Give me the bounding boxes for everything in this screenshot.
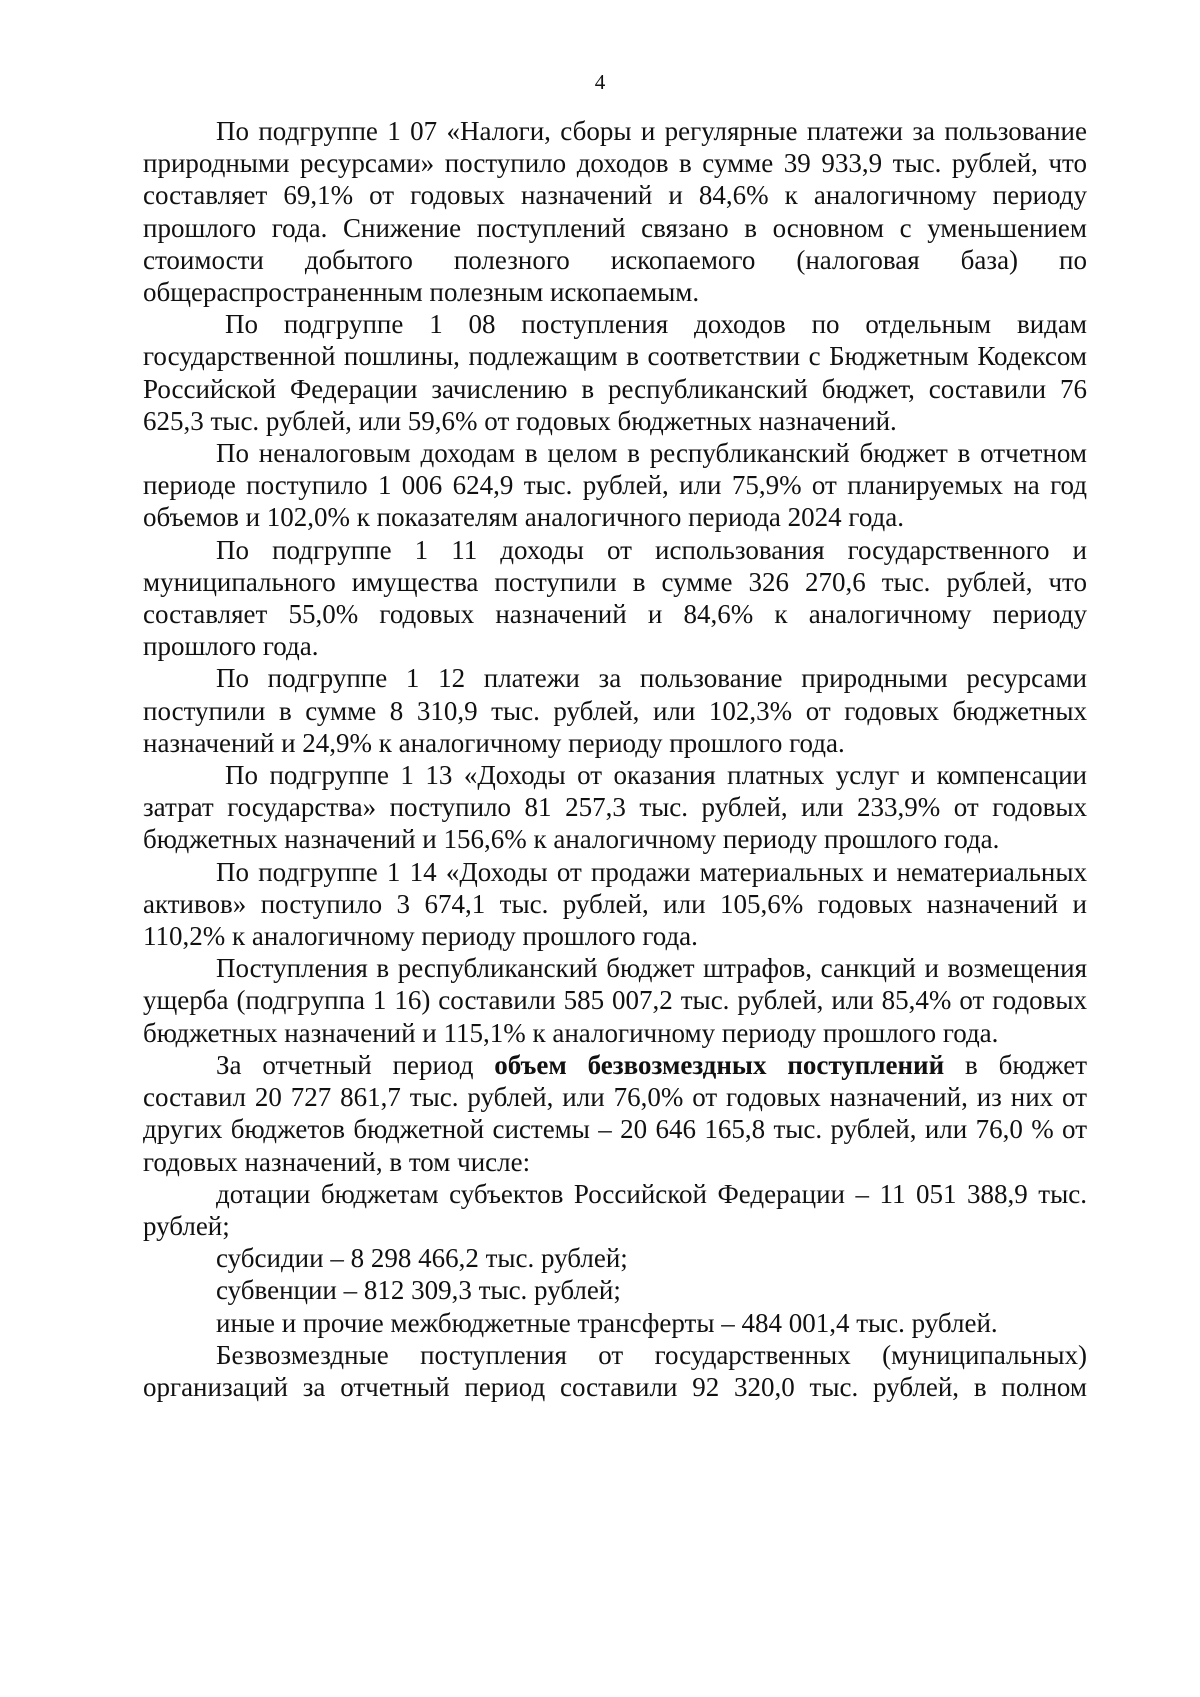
paragraph-fines: Поступления в республиканский бюджет штрафов, санкций и возмещения ущерба (подгруппа 1 16) составили 585 007,2 тыс. рублей, или 85,4% от годовых бюджетных назначений и 115,1% к аналогичному периоду прошлого года. <box>143 953 1087 1048</box>
list-item-subventions: субвенции – 812 309,3 тыс. рублей; <box>216 1275 621 1306</box>
paragraph-subgroup-112: По подгруппе 1 12 платежи за пользование природными ресурсами поступили в сумме 8 310,9 тыс. рублей, или 102,3% от годовых бюджетных назначений и 24,9% к аналогичному периоду прошлого года. <box>143 663 1087 758</box>
list-item-other-transfers: иные и прочие межбюджетные трансферты – 484 001,4 тыс. рублей. <box>216 1307 998 1338</box>
paragraph-state-organizations: Безвозмездные поступления от государственных (муниципальных) организаций за отчетный период составили 92 320,0 тыс. рублей, в полном <box>143 1339 1087 1402</box>
paragraph-subgroup-111: По подгруппе 1 11 доходы от использования государственного и муниципального имущества поступили в сумме 326 270,6 тыс. рублей, что составляет 55,0% годовых назначений и 84,6% к аналогичному периоду прошлого года. <box>143 534 1087 662</box>
paragraph-subgroup-107: По подгруппе 1 07 «Налоги, сборы и регулярные платежи за пользование природными ресурсами» поступило доходов в сумме 39 933,9 тыс. рублей, что составляет 69,1% от годовых назначений и 84,6% к аналогичному периоду прошлого года. Снижение поступлений связано в основном с уменьшением стоимости добытого полезного ископаемого (налоговая база) по общераспространенным полезным ископаемым. <box>143 116 1087 308</box>
page-number: 4 <box>594 70 606 94</box>
paragraph-subgroup-108: По подгруппе 1 08 поступления доходов по отдельным видам государственной пошлины, подлежащим в соответствии с Бюджетным Кодексом Российской Федерации зачислению в республиканский бюджет, составили 76 625,3 тыс. рублей, или 59,6% от годовых бюджетных назначений. <box>143 309 1087 436</box>
paragraph-subgroup-114: По подгруппе 1 14 «Доходы от продажи материальных и нематериальных активов» поступило 3 674,1 тыс. рублей, или 105,6% годовых назначений и 110,2% к аналогичному периоду прошлого года. <box>143 856 1087 952</box>
gratuitous-bold-term: объем безвозмездных поступлений <box>494 1049 945 1080</box>
list-item-subsidies: субсидии – 8 298 466,2 тыс. рублей; <box>216 1243 628 1274</box>
gratuitous-text-after: в бюджет составил 20 727 861,7 тыс. рублей, или 76,0% от годовых назначений, из них от других бюджетов бюджетной системы – 20 646 165,8 тыс. рублей, или 76,0 % от годовых назначений, в том числе: <box>143 1049 1087 1177</box>
paragraph-gratuitous-receipts <box>143 1049 1087 1178</box>
gratuitous-text-before: За отчетный период <box>216 1049 495 1080</box>
document-body <box>143 115 1087 1403</box>
paragraph-non-tax-revenue: По неналоговым доходам в целом в республиканский бюджет в отчетном периоде поступило 1 006 624,9 тыс. рублей, или 75,9% от планируемых на год объемов и 102,0% к показателям аналогичного периода 2024 года. <box>143 438 1087 533</box>
list-item-subsidies-equalization: дотации бюджетам субъектов Российской Федерации – 11 051 388,9 тыс. рублей; <box>143 1178 1087 1241</box>
paragraph-subgroup-113: По подгруппе 1 13 «Доходы от оказания платных услуг и компенсации затрат государства» поступило 81 257,3 тыс. рублей, или 233,9% от годовых бюджетных назначений и 156,6% к аналогичному периоду прошлого года. <box>143 760 1087 855</box>
